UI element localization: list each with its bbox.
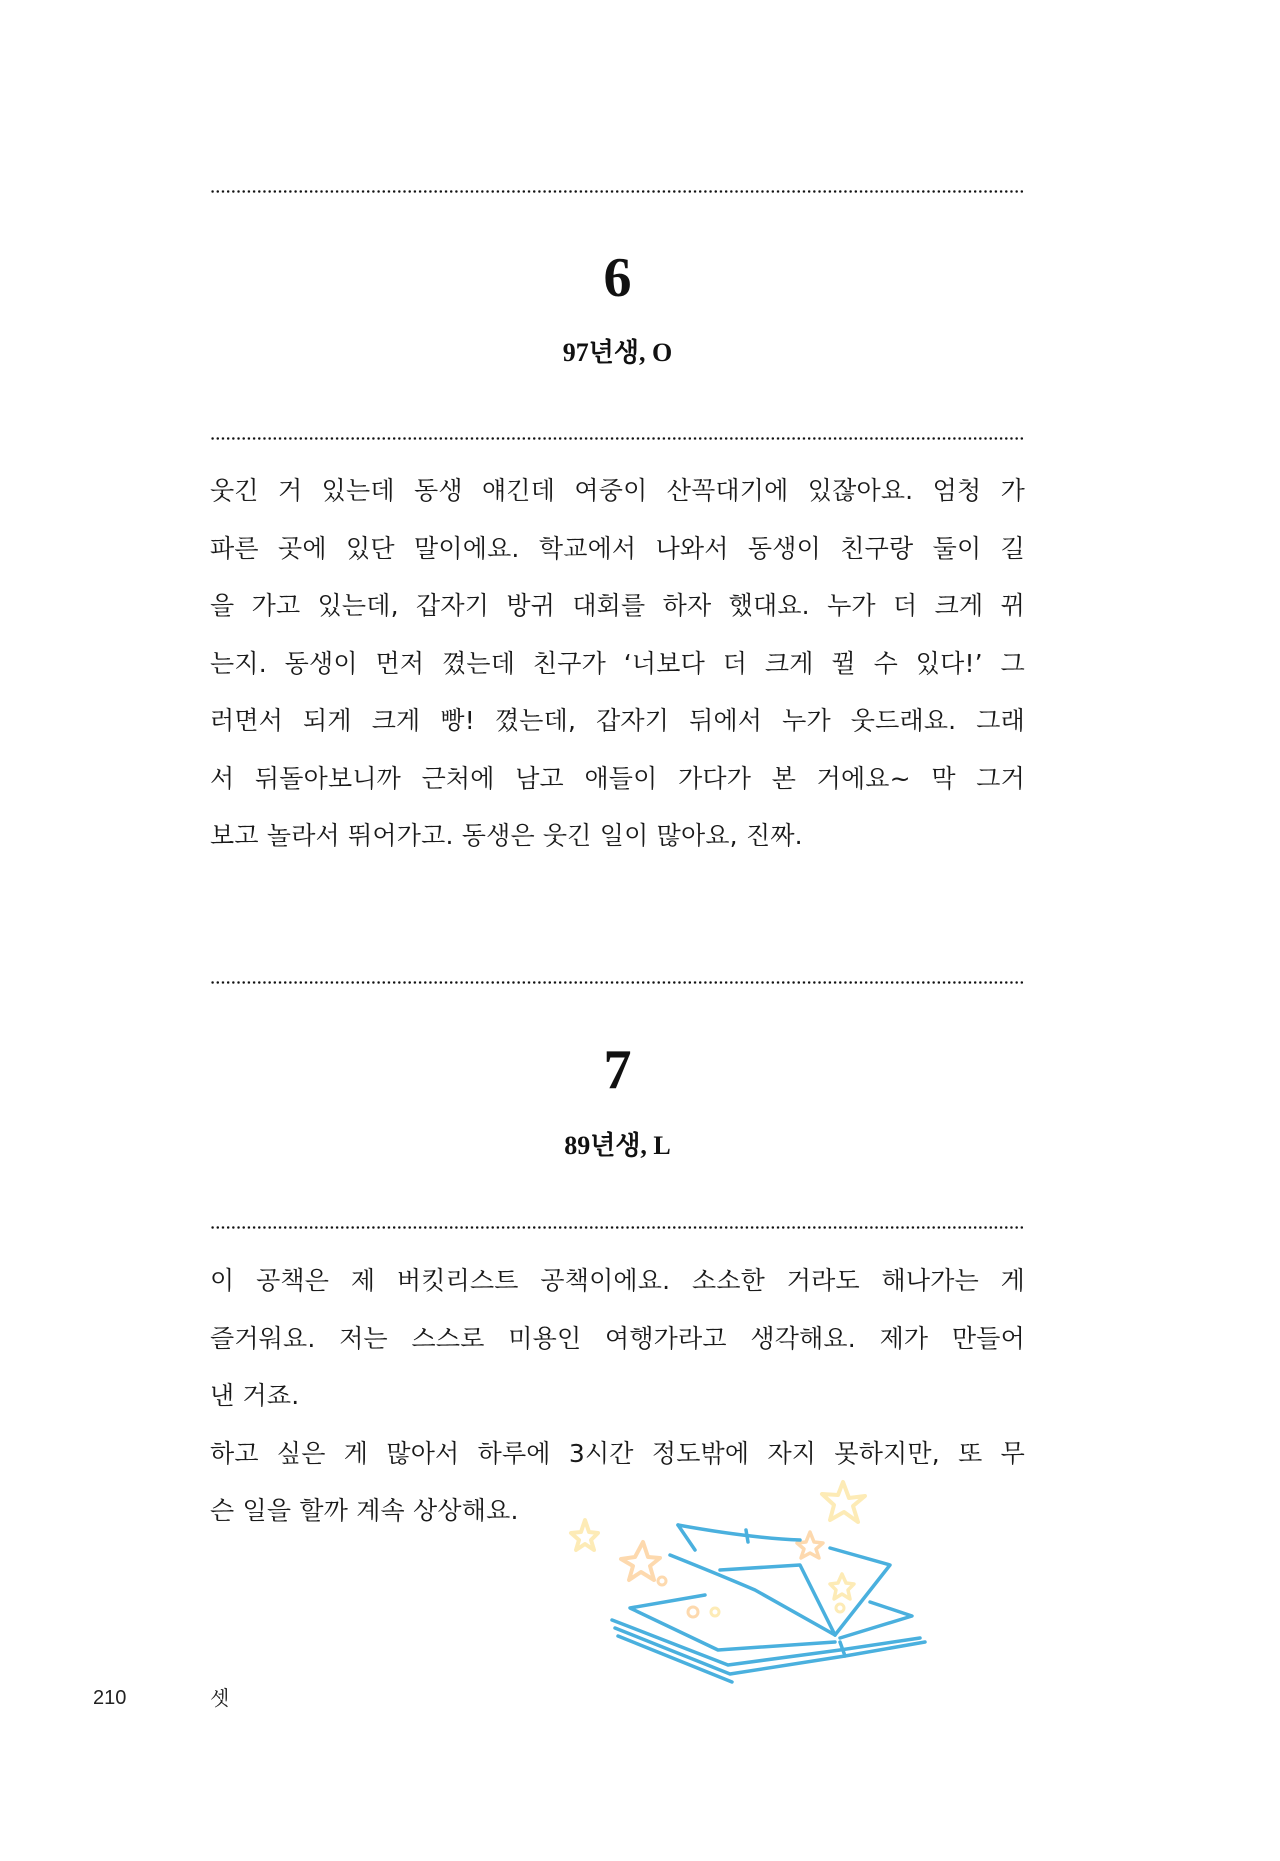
page-number: 210 bbox=[93, 1687, 127, 1709]
dotted-divider bbox=[210, 1226, 1025, 1229]
body-line: 러면서 되게 크게 빵! 꼈는데, 갑자기 뒤에서 누가 웃드래요. 그래 bbox=[210, 706, 1025, 735]
body-line: 보고 놀라서 뛰어가고. 동생은 웃긴 일이 많아요, 진짜. bbox=[210, 821, 803, 850]
open-book-with-stars-icon bbox=[560, 1460, 940, 1700]
body-line: 을 가고 있는데, 갑자기 방귀 대회를 하자 했대요. 누가 더 크게 뀌 bbox=[210, 591, 1025, 620]
entry-subtitle: 97년생, O bbox=[562, 338, 673, 367]
body-line: 낸 거죠. bbox=[210, 1381, 300, 1410]
dotted-divider bbox=[210, 190, 1025, 193]
dotted-divider bbox=[210, 437, 1025, 440]
body-line: 파른 곳에 있단 말이에요. 학교에서 나와서 동생이 친구랑 둘이 길 bbox=[210, 533, 1025, 563]
body-line: 하고 싶은 게 많아서 하루에 3시간 정도밖에 자지 못하지만, 또 무 bbox=[210, 1438, 1025, 1468]
entry-number: 7 bbox=[603, 1039, 632, 1101]
body-line: 서 뒤돌아보니까 근처에 남고 애들이 가다가 본 거에요~ 막 그거 bbox=[210, 763, 1025, 793]
entry-number: 6 bbox=[603, 247, 632, 309]
body-line: 이 공책은 제 버킷리스트 공책이에요. 소소한 거라도 해나가는 게 bbox=[210, 1266, 1025, 1295]
dotted-divider bbox=[210, 981, 1025, 984]
body-line: 즐거워요. 저는 스스로 미용인 여행가라고 생각해요. 제가 만들어 bbox=[210, 1323, 1025, 1353]
body-line: 슨 일을 할까 계속 상상해요. bbox=[210, 1496, 519, 1525]
body-line: 웃긴 거 있는데 동생 얘긴데 여중이 산꼭대기에 있잖아요. 엄청 가 bbox=[210, 476, 1025, 505]
section-label: 셋 bbox=[210, 1686, 230, 1710]
entry-subtitle: 89년생, L bbox=[564, 1131, 671, 1160]
body-line: 는지. 동생이 먼저 꼈는데 친구가 ‘너보다 더 크게 뀔 수 있다!’ 그 bbox=[210, 648, 1025, 678]
entry-body bbox=[210, 462, 1025, 865]
